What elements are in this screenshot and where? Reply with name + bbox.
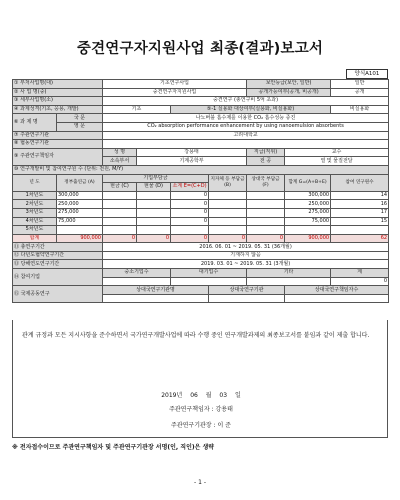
col-local: 지자체 등 부담금 (B) bbox=[209, 174, 247, 191]
label-participating: ⑭ 참여기업 bbox=[13, 269, 103, 286]
row-sub-program bbox=[13, 88, 389, 97]
page-title: 중견연구자지원사업 최종(결과)보고서 bbox=[76, 41, 324, 57]
col-year: 년 도 bbox=[13, 174, 57, 191]
label-detail-program: ③ 세부사업명(소) bbox=[13, 97, 103, 106]
head-signature: 주관연구기관장 : 이 준 bbox=[171, 422, 231, 429]
statement-text: 관계 규정과 모든 지시사항을 준수하면서 국가연구개발사업에 따라 수행 중인 연구개발과제의 최종보고서를 붙임과 같이 제출 합니다. bbox=[22, 332, 370, 339]
col-participating-other: 기타 bbox=[247, 269, 331, 278]
researcher-signature: 주관연구책임자 : 강용태 bbox=[169, 406, 233, 413]
label-research-type: ④ 과제성격(기초, 응용, 개발) bbox=[13, 105, 103, 114]
label-total-period: ⑪ 총연구기간 bbox=[13, 243, 103, 252]
value-researcher-title: 교수 bbox=[285, 148, 389, 157]
row-org bbox=[13, 131, 389, 140]
row-co-org bbox=[13, 140, 389, 149]
row-intl-head bbox=[13, 286, 389, 295]
col-inkind: 현물 (D) bbox=[137, 183, 171, 192]
budget-section-title: ⑩ 연구개발비 및 참여연구원 수 (단위: 천원, M/Y) bbox=[13, 165, 389, 174]
row-total-period bbox=[13, 243, 389, 252]
value-large bbox=[171, 277, 247, 286]
label-korean: 국 문 bbox=[57, 114, 103, 123]
col-intl-org: 상대국연구기관 bbox=[209, 286, 285, 295]
value-sme bbox=[103, 277, 171, 286]
label-researcher-dept: 소속부서 bbox=[103, 157, 137, 166]
value-participating-total: 0 bbox=[331, 277, 389, 286]
row-detail-program bbox=[13, 97, 389, 106]
value-practical-use: 비실용화 bbox=[331, 105, 389, 114]
col-other: 상대국 부담금 (F) bbox=[247, 174, 285, 191]
col-large: 대기업수 bbox=[171, 269, 247, 278]
label-practical-use: ⑤-1 실용화 대상여부(실용화, 비실용화) bbox=[171, 105, 331, 114]
row-budget-title bbox=[13, 165, 389, 174]
value-project-name-kr: 나노버블 흡수제를 이용한 CO₂ 흡수성능 증진 bbox=[103, 114, 389, 123]
col-staff: 참여 연구원수 bbox=[331, 174, 389, 191]
col-private: 기업부담금 bbox=[103, 174, 209, 183]
value-final-period: 2019. 03. 01 ~ 2019. 05. 31 (3개월) bbox=[103, 260, 389, 269]
budget-row: 3차년도 275,000 0 275,000 17 bbox=[13, 208, 389, 217]
value-researcher-name: 강용태 bbox=[137, 148, 247, 157]
value-sub-program: 중견연구자지원사업 bbox=[103, 88, 247, 97]
budget-row: 2차년도 250,000 0 250,000 16 bbox=[13, 200, 389, 209]
label-program-name: ① 부처사업명(대) bbox=[13, 80, 103, 89]
col-cash: 현금 (C) bbox=[103, 183, 137, 192]
value-intl-country bbox=[103, 294, 209, 303]
label-project-name: ⑥ 과 제 명 bbox=[13, 114, 57, 131]
col-sme: 중소기업수 bbox=[103, 269, 171, 278]
value-disclosure: 공개 bbox=[331, 88, 389, 97]
value-program-name: 기초연구사업 bbox=[103, 80, 247, 89]
label-security-level: 보안등급(보안, 일반) bbox=[247, 80, 331, 89]
value-prev-period: 기재하지 않음 bbox=[103, 251, 389, 260]
value-security-level: 일반 bbox=[331, 80, 389, 89]
label-org: ⑦ 주관연구기관 bbox=[13, 131, 103, 140]
label-sub-program: ② 사 업 명(중) bbox=[13, 88, 103, 97]
row-research-type bbox=[13, 105, 389, 114]
label-disclosure: 공개가능여부(공개, 비공개) bbox=[247, 88, 331, 97]
col-gov: 정부출연금 (A) bbox=[57, 174, 103, 191]
footnote: ※ 전자접수이므로 주관연구책임자 및 주관연구기관장 서명(인, 직인)은 생략 bbox=[12, 444, 215, 451]
label-researcher-name: 성 명 bbox=[103, 148, 137, 157]
value-project-name-en: CO₂ absorption performance enhancement by using nanoemulsion absorbents bbox=[103, 122, 389, 131]
label-co-org: ⑧ 협동연구기관 bbox=[13, 140, 103, 149]
label-prev-period: ⑫ 다년도협약연구기간 bbox=[13, 251, 103, 260]
value-participating-other bbox=[247, 277, 331, 286]
col-total: 합계 G=(A+B+E) bbox=[285, 174, 331, 191]
col-participating-total: 계 bbox=[331, 269, 389, 278]
value-org: 고려대학교 bbox=[103, 131, 389, 140]
label-lead-researcher: ⑨ 주관연구책임자 bbox=[13, 148, 103, 165]
col-intl-country: 상대국연구기관명 bbox=[103, 286, 209, 295]
row-project-name-kr bbox=[13, 114, 389, 123]
row-final-period bbox=[13, 260, 389, 269]
label-researcher-title: 직급(직위) bbox=[247, 148, 285, 157]
form-number: 양식A101 bbox=[346, 69, 388, 79]
page-number: - 1 - bbox=[194, 479, 206, 486]
row-program-name bbox=[13, 80, 389, 89]
value-researcher-dept: 기계공학부 bbox=[137, 157, 247, 166]
submission-statement bbox=[12, 320, 388, 438]
row-prev-period bbox=[13, 251, 389, 260]
budget-row: 4차년도 75,000 0 75,000 15 bbox=[13, 217, 389, 226]
col-intl-lead: 상대국연구책임자수 bbox=[285, 286, 389, 295]
submission-date: 2019년 06 월 03 일 bbox=[161, 392, 241, 399]
row-budget-head-1 bbox=[13, 174, 389, 183]
value-co-org bbox=[103, 140, 389, 149]
value-researcher-major: 열 및 물질전달 bbox=[285, 157, 389, 166]
value-intl-lead bbox=[285, 294, 389, 303]
label-researcher-major: 전 공 bbox=[247, 157, 285, 166]
budget-total-row: 합계 900,000 0 0 0 0 0 900,000 62 bbox=[13, 234, 389, 243]
total-label: 합계 bbox=[13, 234, 57, 243]
budget-row: 1차년도 300,000 0 300,000 14 bbox=[13, 191, 389, 200]
label-final-period: ⑬ 당해연도연구기간 bbox=[13, 260, 103, 269]
value-research-type: 기초 bbox=[103, 105, 171, 114]
label-english: 영 문 bbox=[57, 122, 103, 131]
value-detail-program: 중견연구 (총연구비 5억 초과) bbox=[103, 97, 389, 106]
row-project-name-en bbox=[13, 122, 389, 131]
budget-row: 5차년도 bbox=[13, 226, 389, 235]
col-subtotal: 소계 E=(C+D) bbox=[172, 183, 207, 190]
row-lead-researcher-1 bbox=[13, 148, 389, 157]
label-intl: ⑮ 국제공동연구 bbox=[13, 286, 103, 303]
value-intl-org bbox=[209, 294, 285, 303]
value-total-period: 2016. 06. 01 ~ 2019. 05. 31 (36개월) bbox=[103, 243, 389, 252]
row-participating-head bbox=[13, 269, 389, 278]
report-form-table bbox=[12, 79, 389, 303]
